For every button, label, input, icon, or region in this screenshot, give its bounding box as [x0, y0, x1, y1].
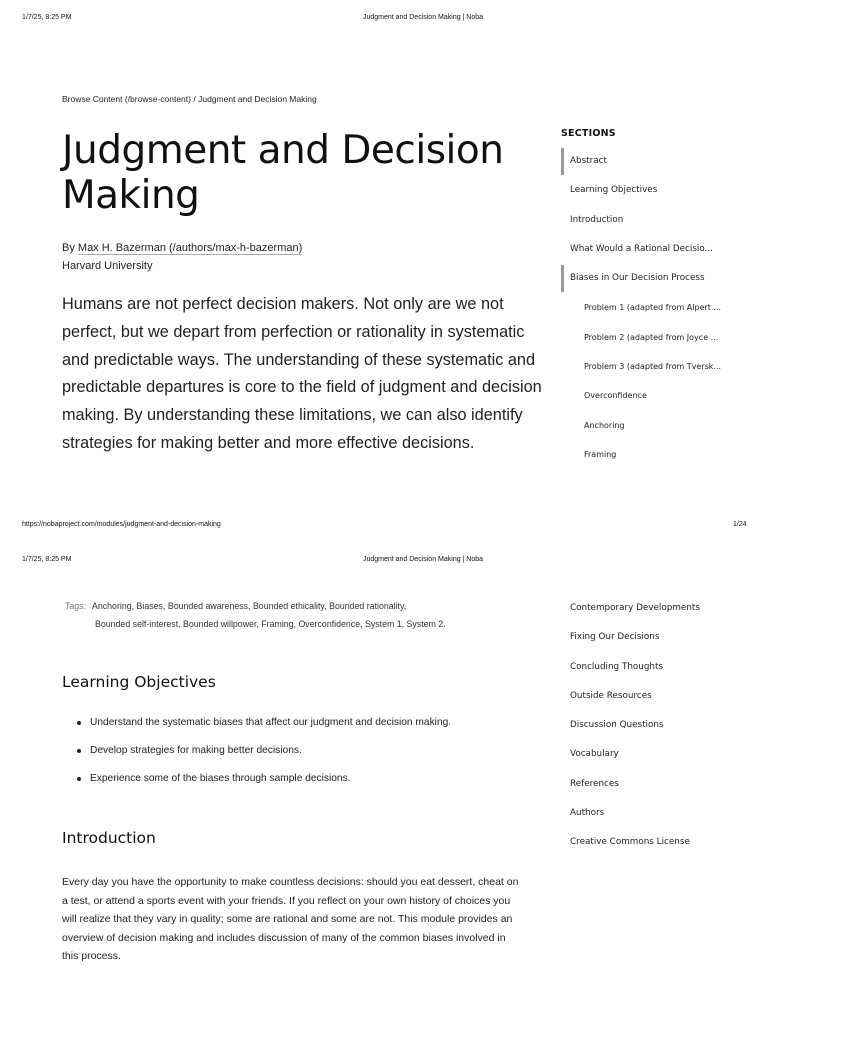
sections-title: SECTIONS [561, 128, 616, 139]
print-footer-url: https://nobaproject.com/modules/judgment-and-decision-making [22, 521, 221, 528]
section-link[interactable]: Creative Commons License [570, 837, 690, 848]
print-header-title: Judgment and Decision Making | Noba [362, 556, 484, 563]
learning-objective-item: Experience some of the biases through sample decisions. [62, 770, 522, 798]
breadcrumb-link-browse-content[interactable]: Browse Content (/browse-content) [62, 94, 191, 104]
section-link[interactable]: What Would a Rational Decisio... [570, 243, 713, 254]
introduction-heading: Introduction [62, 829, 156, 847]
section-link[interactable]: Abstract [561, 147, 741, 176]
section-link[interactable]: Outside Resources [570, 690, 652, 701]
byline-prefix: By [62, 242, 75, 254]
print-header-date: 1/7/25, 8:25 PM [22, 14, 72, 21]
section-link[interactable]: Introduction [570, 214, 624, 225]
section-link[interactable]: Biases in Our Decision Process [561, 264, 741, 293]
section-link[interactable]: Concluding Thoughts [570, 661, 664, 672]
page-title: Judgment and Decision Making [62, 128, 504, 218]
tag-link[interactable]: System 1, [364, 619, 405, 629]
author-affiliation: Harvard University [62, 260, 153, 272]
tag-link[interactable]: Bounded awareness, [167, 601, 251, 611]
tag-link[interactable]: Framing, [261, 619, 297, 629]
section-link[interactable]: Anchoring [584, 420, 625, 430]
breadcrumb-current: Judgment and Decision Making [198, 94, 317, 104]
section-link[interactable]: Fixing Our Decisions [570, 632, 660, 643]
tag-link[interactable]: Bounded self-interest, [95, 619, 181, 629]
tag-link[interactable]: Overconfidence, [298, 619, 363, 629]
breadcrumb-separator: / [193, 94, 196, 104]
tag-link[interactable]: Bounded ethicality, [252, 601, 327, 611]
learning-objectives-heading: Learning Objectives [62, 673, 216, 691]
tag-link[interactable]: System 2. [406, 619, 446, 629]
print-header-date: 1/7/25, 8:25 PM [22, 556, 72, 563]
byline [62, 239, 302, 275]
tag-link[interactable]: Biases, [136, 601, 166, 611]
tag-link[interactable]: Anchoring, [92, 601, 135, 611]
sections-nav [561, 128, 741, 469]
tags-label: Tags: [65, 601, 87, 611]
section-link[interactable]: Framing [584, 449, 617, 459]
section-link[interactable]: Authors [570, 808, 605, 819]
breadcrumb [62, 94, 317, 104]
print-footer-page: 1/24 [733, 521, 747, 528]
print-header-title: Judgment and Decision Making | Noba [362, 14, 484, 21]
learning-objective-item: Understand the systematic biases that affect our judgment and decision making. [62, 714, 522, 742]
tag-link[interactable]: Bounded willpower, [183, 619, 259, 629]
section-link[interactable]: References [570, 778, 619, 789]
section-link[interactable]: Vocabulary [570, 749, 619, 760]
tags-list [65, 597, 515, 633]
sections-list [561, 594, 741, 858]
section-link[interactable]: Discussion Questions [570, 720, 664, 731]
sections-list [561, 147, 741, 469]
section-link[interactable]: Problem 3 (adapted from Tversk... [584, 362, 722, 372]
tag-link[interactable]: Bounded rationality, [329, 601, 407, 611]
section-link[interactable]: Problem 2 (adapted from Joyce ... [584, 332, 719, 342]
print-page-1 [0, 0, 768, 528]
sections-nav-continued [561, 594, 741, 858]
learning-objective-item: Develop strategies for making better decisions. [62, 742, 522, 770]
learning-objectives-list [62, 714, 522, 798]
section-link[interactable]: Contemporary Developments [570, 603, 700, 613]
section-link[interactable]: Learning Objectives [570, 185, 658, 196]
section-link[interactable]: Problem 1 (adapted from Alpert ... [584, 303, 722, 313]
section-link[interactable]: Overconfidence [584, 391, 647, 401]
introduction-text: Every day you have the opportunity to make countless decisions: should you eat dessert, cheat on a test, or attend a sports event with your friends. If you reflect on your own history of choices you will realize that they vary in quality; some are rational and some are not. This module provides an overview of decision making and includes discussion of many of the common biases involved in this process. [62, 876, 519, 962]
abstract-lead: Humans are not perfect decision makers. Not only are we not perfect, but we depart from perfection or rationality in systematic and predictable ways. The understanding of these systematic and predictable departures is core to the field of judgment and decision making. By understanding these limitations, we can also identify strategies for making better and more effective decisions. [62, 295, 542, 452]
author-link[interactable]: Max H. Bazerman (/authors/max-h-bazerman) [77, 242, 303, 254]
